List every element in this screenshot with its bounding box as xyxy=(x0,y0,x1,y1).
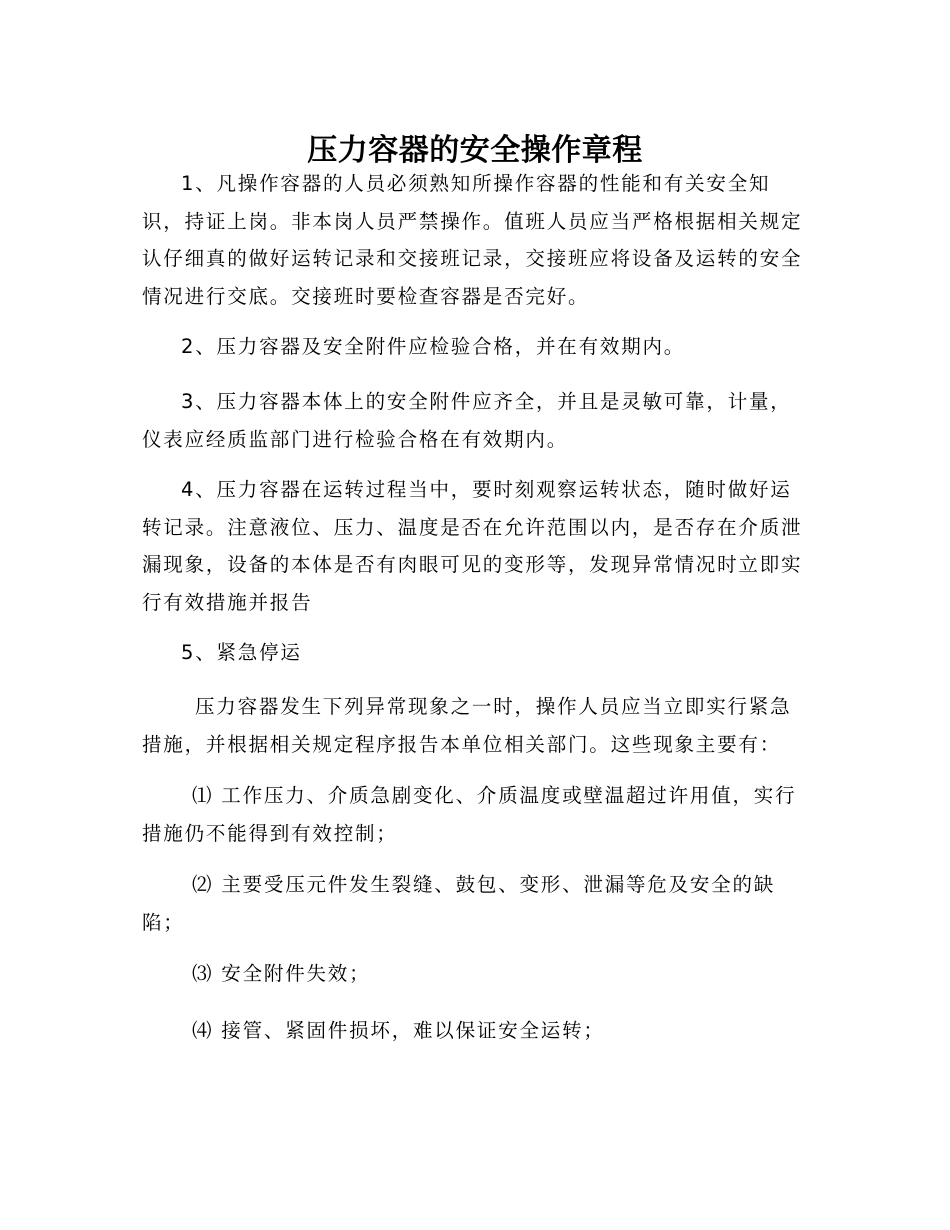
document-title: 压力容器的安全操作章程 xyxy=(307,133,643,169)
paragraph-3: 3、压力容器本体上的安全附件应齐全，并且是灵敏可靠，计量，仪表应经质监部门进行检验合格在有效期内。 xyxy=(142,390,792,451)
paragraph-1: 1、凡操作容器的人员必须熟知所操作容器的性能和有关安全知识，持证上岗。非本岗人员严禁操作。值班人员应当严格根据相关规定认仔细真的做好运转记录和交接班记录，交接班应将设备及运转的安全情况进行交底。交接班时要检查容器是否完好。 xyxy=(142,172,803,309)
list-item-2: ⑵ 主要受压元件发生裂缝、鼓包、变形、泄漏等危及安全的缺陷； xyxy=(142,873,776,934)
list-item-3: ⑶ 安全附件失效； xyxy=(192,962,371,985)
paragraph-emergency-intro: 压力容器发生下列异常现象之一时，操作人员应当立即实行紧急措施，并根据相关规定程序报告本单位相关部门。这些现象主要有： xyxy=(142,695,792,756)
list-item-4: ⑷ 接管、紧固件损坏，难以保证安全运转； xyxy=(192,1019,605,1042)
paragraph-2: 2、压力容器及安全附件应检验合格，并在有效期内。 xyxy=(181,335,686,358)
list-item-1: ⑴ 工作压力、介质急剧变化、介质温度或壁温超过许用值，实行措施仍不能得到有效控制； xyxy=(142,784,797,845)
paragraph-5-heading: 5、紧急停运 xyxy=(181,641,302,664)
paragraph-4: 4、压力容器在运转过程当中，要时刻观察运转状态，随时做好运转记录。注意液位、压力、温度是否在允许范围以内，是否存在介质泄漏现象，设备的本体是否有肉眼可见的变形等，发现异常情况时立即实行有效措施并报告 xyxy=(142,478,803,615)
